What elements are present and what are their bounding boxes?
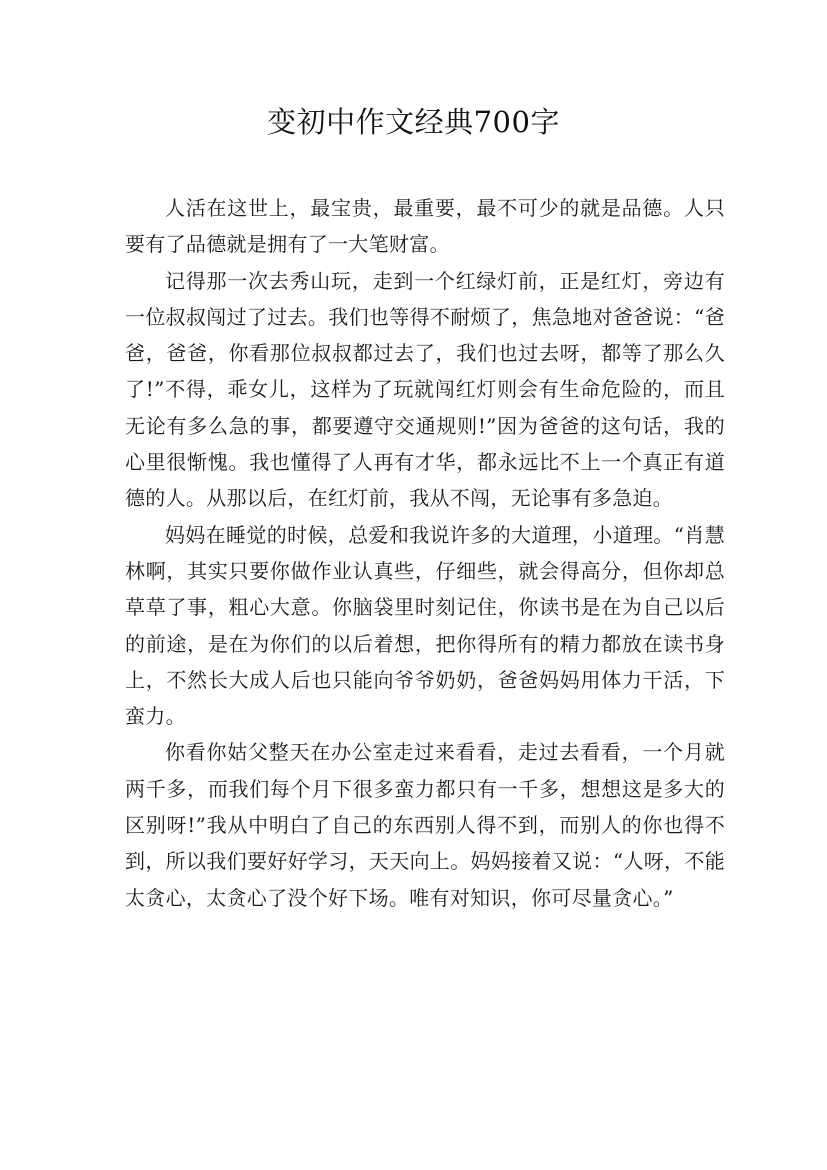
document-body: [125, 190, 725, 916]
paragraph-4: 你看你姑父整天在办公室走过来看看，走过去看看，一个月就两千多，而我们每个月下很多蛮力都只有一千多，想想这是多大的区别呀!”我从中明白了自己的东西别人得不到，而别人的你也得不到，所以我们要好好学习，天天向上。妈妈接着又说：“人呀，不能太贪心，太贪心了没个好下场。唯有对知识，你可尽量贪心。”: [125, 740, 725, 910]
paragraph-2: 记得那一次去秀山玩，走到一个红绿灯前，正是红灯，旁边有一位叔叔闯过了过去。我们也等得不耐烦了，焦急地对爸爸说：“爸爸，爸爸，你看那位叔叔都过去了，我们也过去呀，都等了那么久了!”不得，乖女儿，这样为了玩就闯红灯则会有生命危险的，而且无论有多么急的事，都要遵守交通规则!”因为爸爸的这句话，我的心里很惭愧。我也懂得了人再有才华，都永远比不上一个真正有道德的人。从那以后，在红灯前，我从不闯，无论事有多急迫。: [125, 268, 725, 511]
paragraph-3: 妈妈在睡觉的时候，总爱和我说许多的大道理，小道理。“肖慧林啊，其实只要你做作业认真些，仔细些，就会得高分，但你却总草草了事，粗心大意。你脑袋里时刻记住，你读书是在为自己以后的前途，是在为你们的以后着想，把你得所有的精力都放在读书身上，不然长大成人后也只能向爷爷奶奶，爸爸妈妈用体力干活，下蛮力。: [125, 522, 725, 729]
document-title: 变初中作文经典700字: [267, 105, 560, 139]
paragraph-1: 人活在这世上，最宝贵，最重要，最不可少的就是品德。人只要有了品德就是拥有了一大笔财富。: [125, 196, 725, 257]
